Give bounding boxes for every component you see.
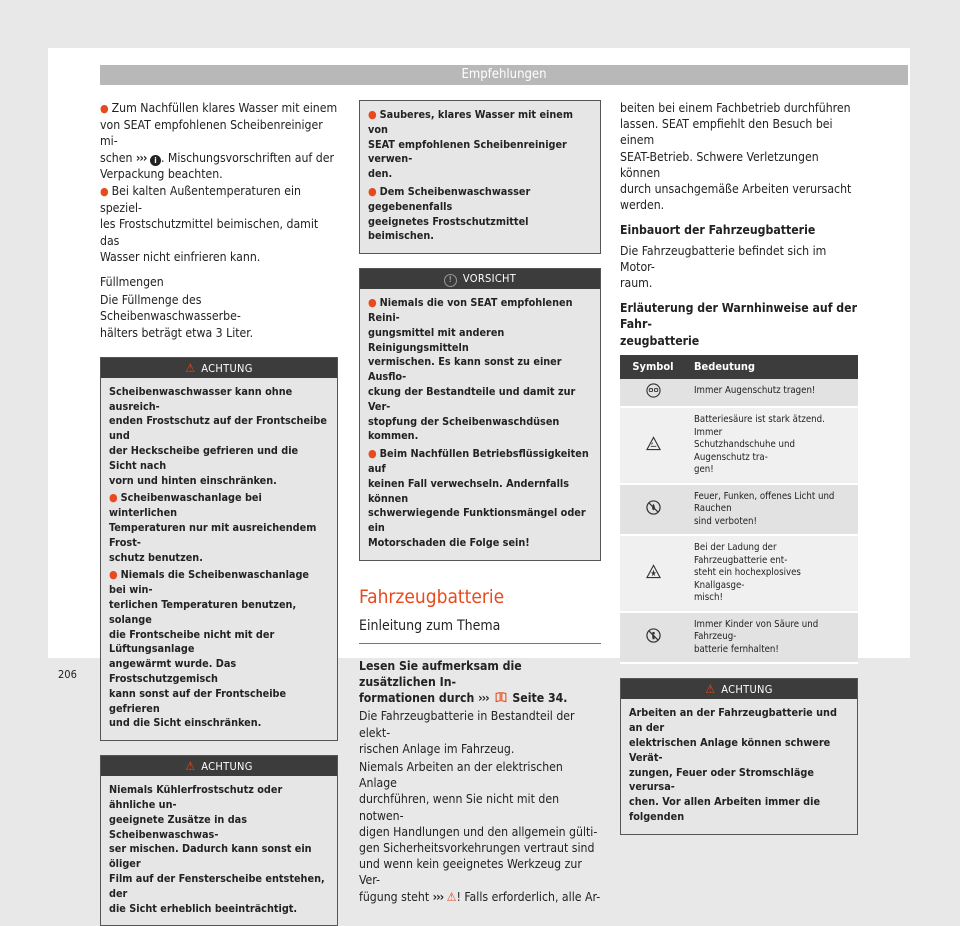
acid-icon xyxy=(646,436,661,451)
warning-item: ● Niemals die Scheibenwaschanlage bei win- terlichen Temperaturen benutzen, solange die Frontscheibe nicht mit der Lüftungsanlage angewärmt wurde. Das Frostschutzgemisch kann sonst auf der Frontscheibe gefrieren und die Sicht einschränken. xyxy=(109,568,310,730)
reference-arrow-icon: ››› xyxy=(135,150,147,165)
subheading: Erläuterung der Warnhinweise auf der Fahr- zeugbatterie xyxy=(620,301,857,348)
caution-body xyxy=(360,289,600,560)
warning-box-2 xyxy=(100,755,338,926)
warning-triangle-icon: ⚠ xyxy=(185,759,196,774)
column-2 xyxy=(359,100,601,905)
paragraph: Niemals Arbeiten an der elektrischen Anlage durchführen, wenn Sie nicht mit den notwen- digen Handlungen und den allgemein gülti- gen Sicherheitsvorkehrungen vertraut sind und wenn kein geeignetes Werkzeug zur Ver- fügung steht ››› ⚠! Falls erforderlich, alle Ar- xyxy=(359,759,601,904)
paragraph: Die Fahrzeugbatterie befindet sich im Motor- raum. xyxy=(620,243,827,291)
caution-header: ! VORSICHT xyxy=(360,269,600,289)
bullet-icon: ● xyxy=(368,184,377,198)
no-children-icon xyxy=(646,628,661,643)
column-1 xyxy=(100,100,338,926)
table-row: Bei der Ladung der Fahrzeugbatterie ent- steht ein hochexplosives Knallgasge- misch! xyxy=(620,535,858,612)
warning-box-3 xyxy=(620,678,858,834)
page-number: 206 xyxy=(58,668,77,681)
warning-intro: Scheibenwaschwasser kann ohne ausreich- enden Frostschutz auf der Frontscheibe und der Heckscheibe gefrieren und die Sicht nach vorn und hinten einschränken. xyxy=(109,384,327,487)
caution-box xyxy=(359,268,601,561)
table-header-row xyxy=(620,355,858,379)
bullet-icon: ● xyxy=(368,108,377,121)
warning-body: Arbeiten an der Fahrzeugbatterie und an der elektrischen Anlage können schwere Verät- zungen, Feuer oder Stromschläge verursa- chen. Vor allen Arbeiten immer die folgenden xyxy=(621,699,857,833)
table-row: Immer Kinder von Säure und Fahrzeug- batterie fernhalten! xyxy=(620,612,858,664)
warning-header: ⚠ ACHTUNG xyxy=(101,358,337,378)
paragraph: beiten bei einem Fachbetrieb durchführen lassen. SEAT empfiehlt den Besuch bei einem SEAT-Betrieb. Schwere Verletzungen können durch unsachgemäße Arbeiten verursacht werden. xyxy=(620,101,852,213)
chapter-header: Empfehlungen xyxy=(100,65,908,85)
paragraph: Die Fahrzeugbatterie in Bestandteil der elekt- rischen Anlage im Fahrzeug. xyxy=(359,709,575,756)
warning-item: ● Sauberes, klares Wasser mit einem von SEAT empfohlenen Scheibenreiniger verwen- den. xyxy=(368,108,573,181)
bullet-icon: ● xyxy=(100,185,109,199)
bullet-icon: ● xyxy=(368,447,377,461)
section-subtitle: Einleitung zum Thema xyxy=(359,617,601,644)
fill-text: Die Füllmenge des Scheibenwaschwasserbe- hälters beträgt etwa 3 Liter. xyxy=(100,293,254,340)
goggles-icon xyxy=(646,383,661,398)
warning-body xyxy=(101,378,337,740)
warning-triangle-icon: ⚠ xyxy=(705,682,716,697)
page-link[interactable]: Seite 34. xyxy=(512,691,568,706)
warning-body xyxy=(360,101,600,253)
warning-triangle-icon: ⚠ xyxy=(446,889,457,904)
info-icon: i xyxy=(150,155,161,166)
column-3 xyxy=(620,100,858,835)
warning-box-1 xyxy=(100,357,338,741)
caution-item: ● Niemals die von SEAT empfohlenen Reini- gungsmittel mit anderen Reinigungsmitteln vermischen. Es kann sonst zu einer Ausflo- ckung der Bestandteile und damit zur Ver- stopfung der Scheibenwaschdüsen kommen. xyxy=(368,296,576,443)
section-title: Fahrzeugbatterie xyxy=(359,585,505,608)
column-header-meaning: Bedeutung xyxy=(686,355,858,379)
warning-item: ● Scheibenwaschanlage bei winterlichen Temperaturen nur mit ausreichendem Frost- schutz benutzen. xyxy=(109,491,317,564)
reference-arrow-icon: ››› xyxy=(432,889,444,904)
column-header-symbol: Symbol xyxy=(620,355,686,379)
warning-continuation-box xyxy=(359,100,601,254)
bullet-icon: ● xyxy=(100,102,109,115)
subheading: Einbauort der Fahrzeugbatterie xyxy=(620,223,816,238)
manual-page xyxy=(48,48,910,915)
no-fire-icon xyxy=(646,500,661,515)
warning-symbols-table xyxy=(620,355,858,665)
explosion-icon xyxy=(646,564,661,579)
warning-header: ⚠ ACHTUNG xyxy=(101,756,337,776)
fill-heading: Füllmengen xyxy=(100,275,164,290)
table-row: Immer Augenschutz tragen! xyxy=(620,379,858,408)
lead-paragraph: Lesen Sie aufmerksam die zusätzlichen In- formationen durch ››› Seite 34. xyxy=(359,658,568,706)
table-row: Batteriesäure ist stark ätzend. Immer Schutzhandschuhe und Augenschutz tra- gen! xyxy=(620,407,858,484)
bullet-icon: ● xyxy=(109,568,118,582)
warning-triangle-icon: ⚠ xyxy=(185,360,196,375)
bullet-icon: ● xyxy=(109,491,118,505)
warning-body: Niemals Kühlerfrostschutz oder ähnliche un- geeignete Zusätze in das Scheibenwaschwas- ser mischen. Dadurch kann sonst ein öliger Film auf der Fensterscheibe entstehen, der die Sicht erheblich beeinträchtigt. xyxy=(101,776,337,925)
bullet-cold-temps: ● Bei kalten Außentemperaturen ein speziel- les Frostschutzmittel beimischen, damit das Wasser nicht einfrieren kann. xyxy=(100,184,319,264)
warning-item: ● Dem Scheibenwaschwasser gegebenenfalls geeignetes Frostschutzmittel beimischen. xyxy=(368,184,531,243)
bullet-refill-water: ● Zum Nachfüllen klares Wasser mit einem von SEAT empfohlenen Scheibenreiniger mi- schen ››› i . Mischungsvorschriften auf der Verpackung beachten. xyxy=(100,101,338,181)
warning-header: ⚠ ACHTUNG xyxy=(621,679,857,699)
table-row: Feuer, Funken, offenes Licht und Rauchen sind verboten! xyxy=(620,484,858,536)
booklet-icon[interactable] xyxy=(493,691,509,704)
caution-item: ● Beim Nachfüllen Betriebsflüssigkeiten auf keinen Fall verwechseln. Andernfalls können schwerwiegende Funktionsmängel oder ein Motorschaden die Folge sein! xyxy=(368,447,589,549)
bullet-icon: ● xyxy=(368,296,377,310)
caution-icon: ! xyxy=(444,274,457,287)
reference-arrow-icon: ››› xyxy=(478,691,489,706)
